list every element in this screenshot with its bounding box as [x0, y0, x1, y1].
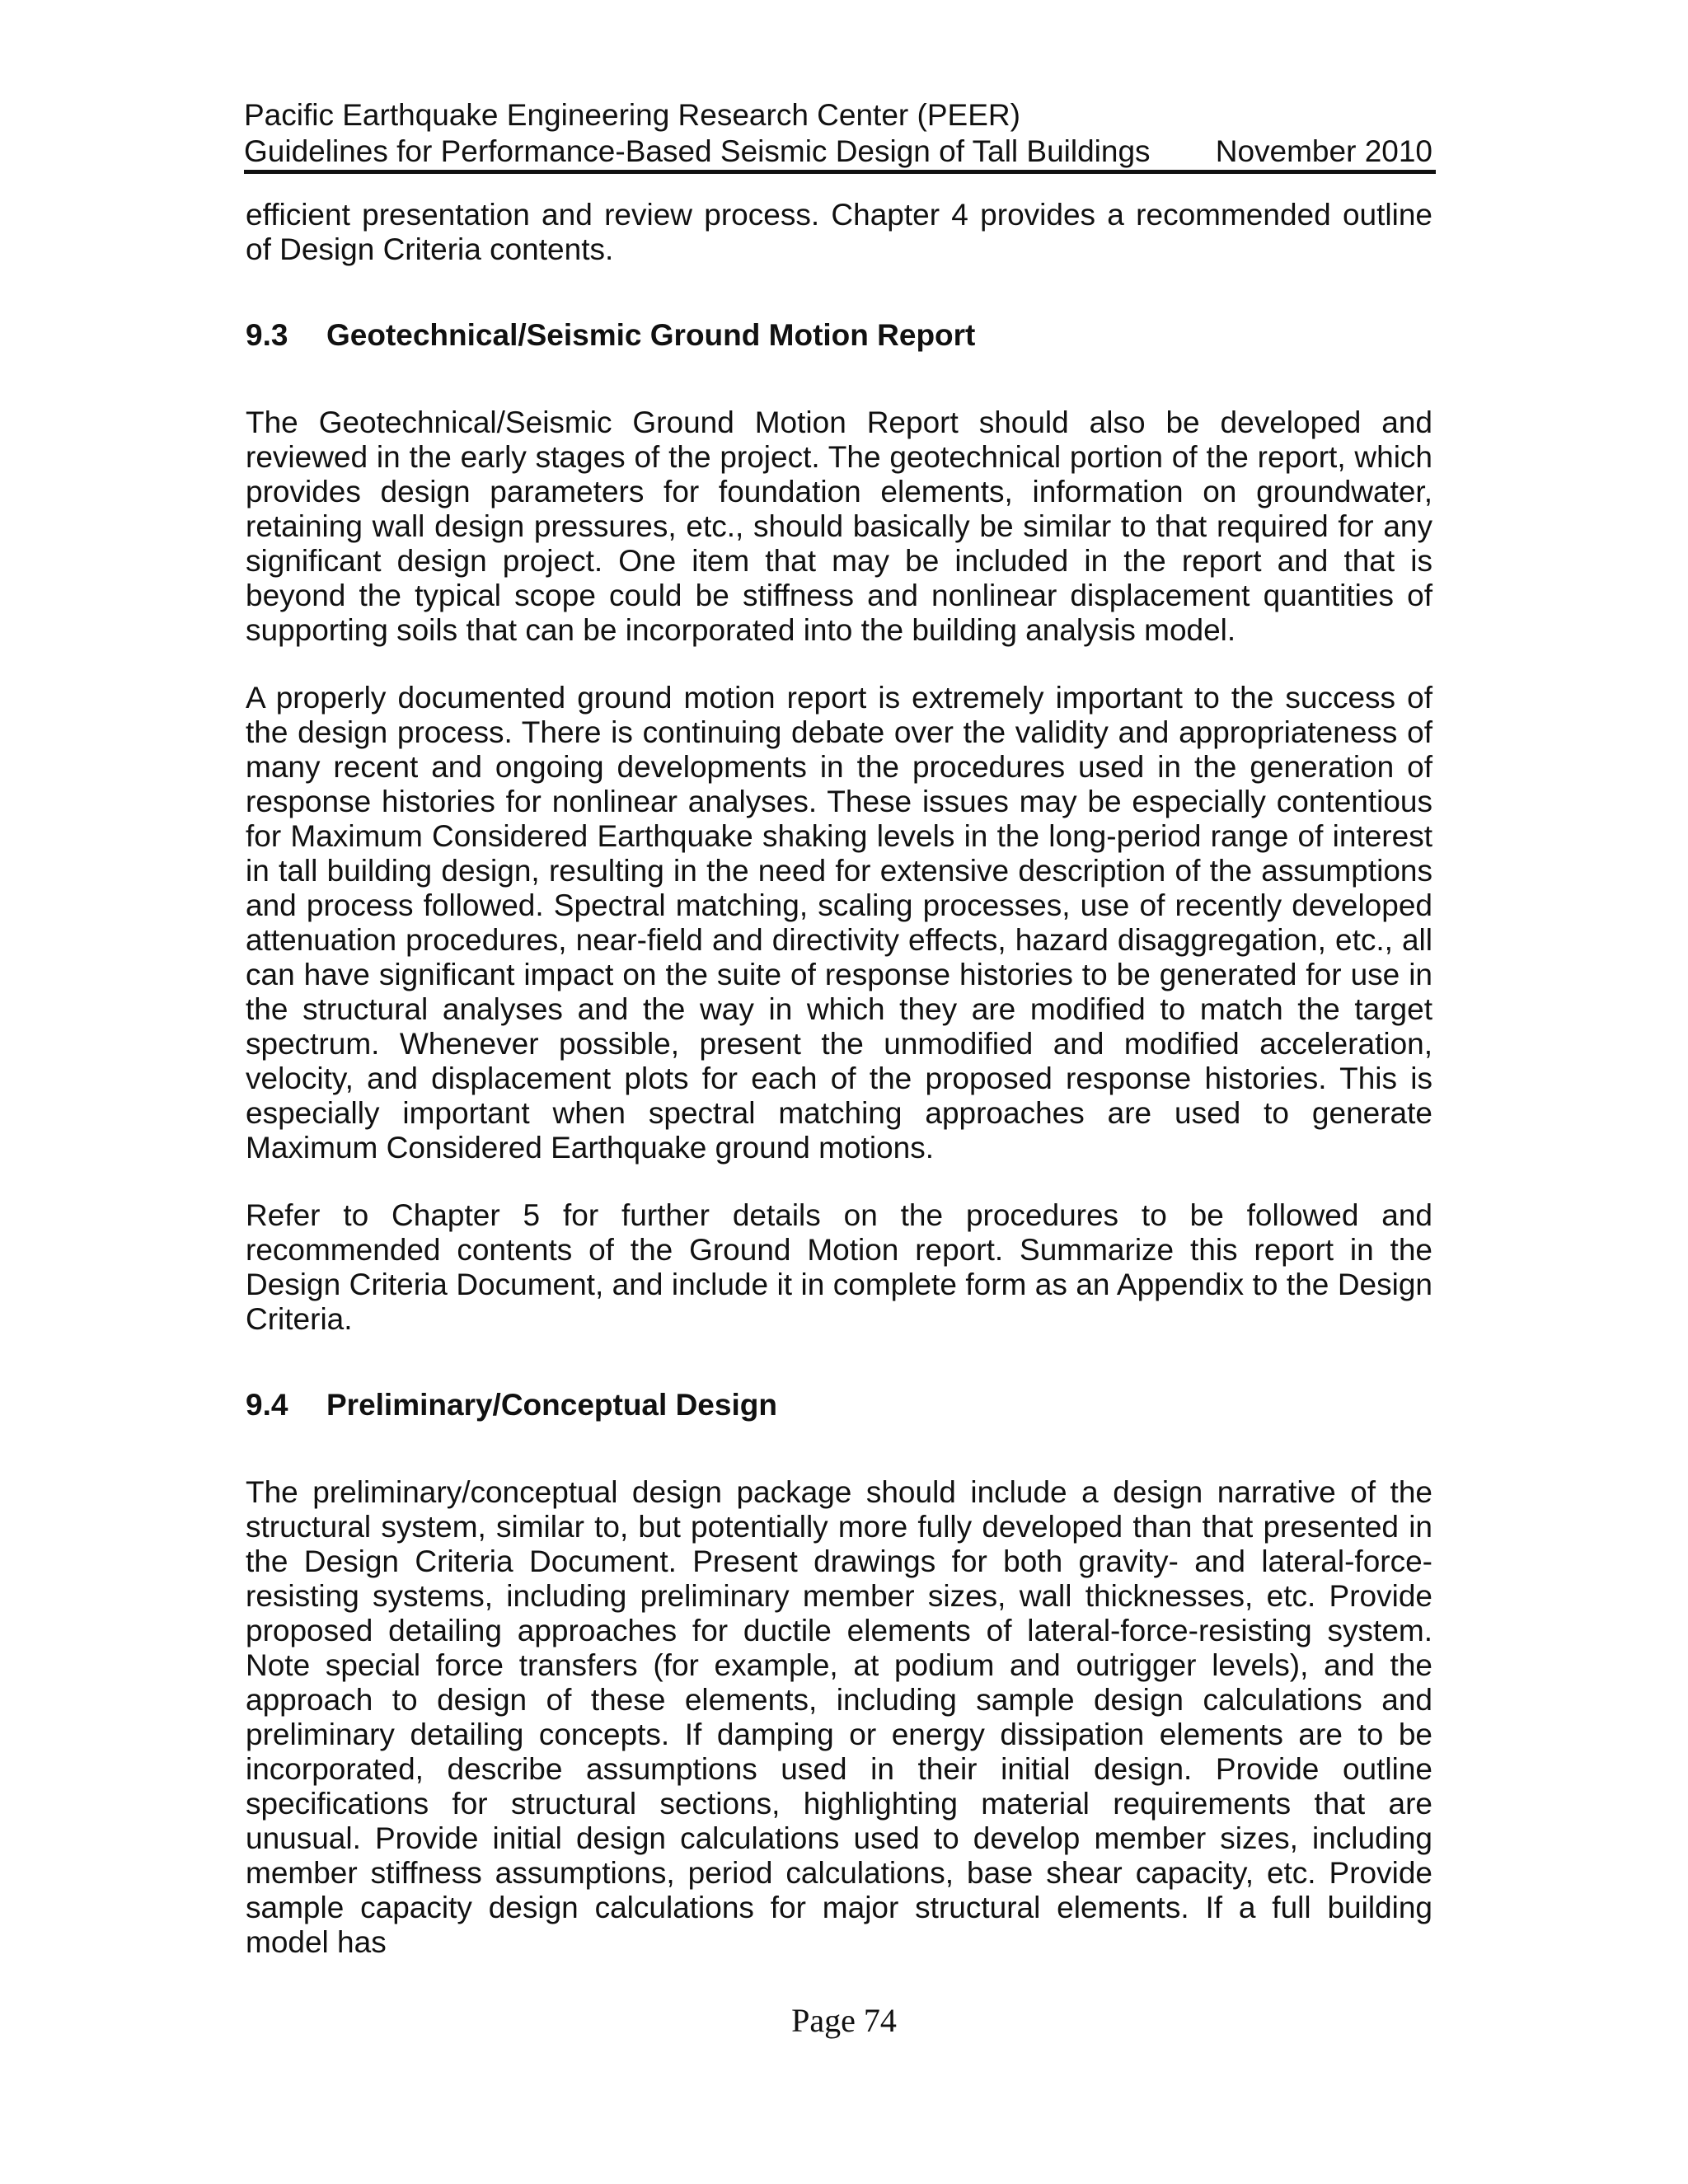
header-org-line: [244, 97, 1432, 134]
page-number: Page 74: [791, 2002, 897, 2039]
header-org: Pacific Earthquake Engineering Research Center (PEER): [244, 98, 1020, 132]
paragraph: A properly documented ground motion report is extremely important to the success of the design process. There is continuing debate over the validity and appropriateness of many recent and ongoing developments in the procedures used in the generation of response histories for nonlinear analyses. These issues may be especially contentious for Maximum Considered Earthquake shaking levels in the long-period range of interest in tall building design, resulting in the need for extensive description of the assumptions and process followed. Spectral matching, scaling processes, use of recently developed attenuation procedures, near-field and directivity effects, hazard disaggregation, etc., all can have significant impact on the suite of response histories to be generated for use in the structural analyses and the way in which they are modified to match the target spectrum. Whenever possible, present the unmodified and modified acceleration, velocity, and displacement plots for each of the proposed response histories. This is especially important when spectral matching approaches are used to generate Maximum Considered Earthquake ground motions.: [246, 681, 1432, 1165]
paragraph: The Geotechnical/Seismic Ground Motion Report should also be developed and reviewed in the early stages of the project. The geotechnical portion of the report, which provides design parameters for foundation elements, information on groundwater, retaining wall design pressures, etc., should basically be similar to that required for any significant design project. One item that may be included in the report and that is beyond the typical scope could be stiffness and nonlinear displacement quantities of supporting soils that can be incorporated into the building analysis model.: [246, 405, 1432, 647]
section-heading-9-4: [246, 1388, 1432, 1422]
page-header: [244, 97, 1432, 170]
section-title: Preliminary/Conceptual Design: [326, 1388, 777, 1422]
section-heading-9-3: [246, 318, 1432, 353]
intro-paragraph: efficient presentation and review process. Chapter 4 provides a recommended outline of Design Criteria contents.: [246, 198, 1432, 266]
header-date: November 2010: [1215, 134, 1432, 168]
header-title: Guidelines for Performance-Based Seismic Design of Tall Buildings: [244, 134, 1151, 168]
header-title-line: [244, 134, 1432, 170]
paragraph: Refer to Chapter 5 for further details on the procedures to be followed and recommended contents of the Ground Motion report. Summarize this report in the Design Criteria Document, and include it in complete form as an Appendix to the Design Criteria.: [246, 1198, 1432, 1336]
page-body: [246, 198, 1432, 1960]
section-number: 9.3: [246, 318, 288, 352]
header-divider: [244, 170, 1436, 174]
section-number: 9.4: [246, 1388, 288, 1422]
section-title: Geotechnical/Seismic Ground Motion Report: [326, 318, 976, 352]
paragraph: The preliminary/conceptual design package should include a design narrative of the structural system, similar to, but potentially more fully developed than that presented in the Design Criteria Document. Present drawings for both gravity- and lateral-force-resisting systems, including preliminary member sizes, wall thicknesses, etc. Provide proposed detailing approaches for ductile elements of lateral-force-resisting system. Note special force transfers (for example, at podium and outrigger levels), and the approach to design of these elements, including sample design calculations and preliminary detailing concepts. If damping or energy dissipation elements are to be incorporated, describe assumptions used in their initial design. Provide outline specifications for structural sections, highlighting material requirements that are unusual. Provide initial design calculations used to develop member sizes, including member stiffness assumptions, period calculations, base shear capacity, etc. Provide sample capacity design calculations for major structural elements. If a full building model has: [246, 1475, 1432, 1959]
